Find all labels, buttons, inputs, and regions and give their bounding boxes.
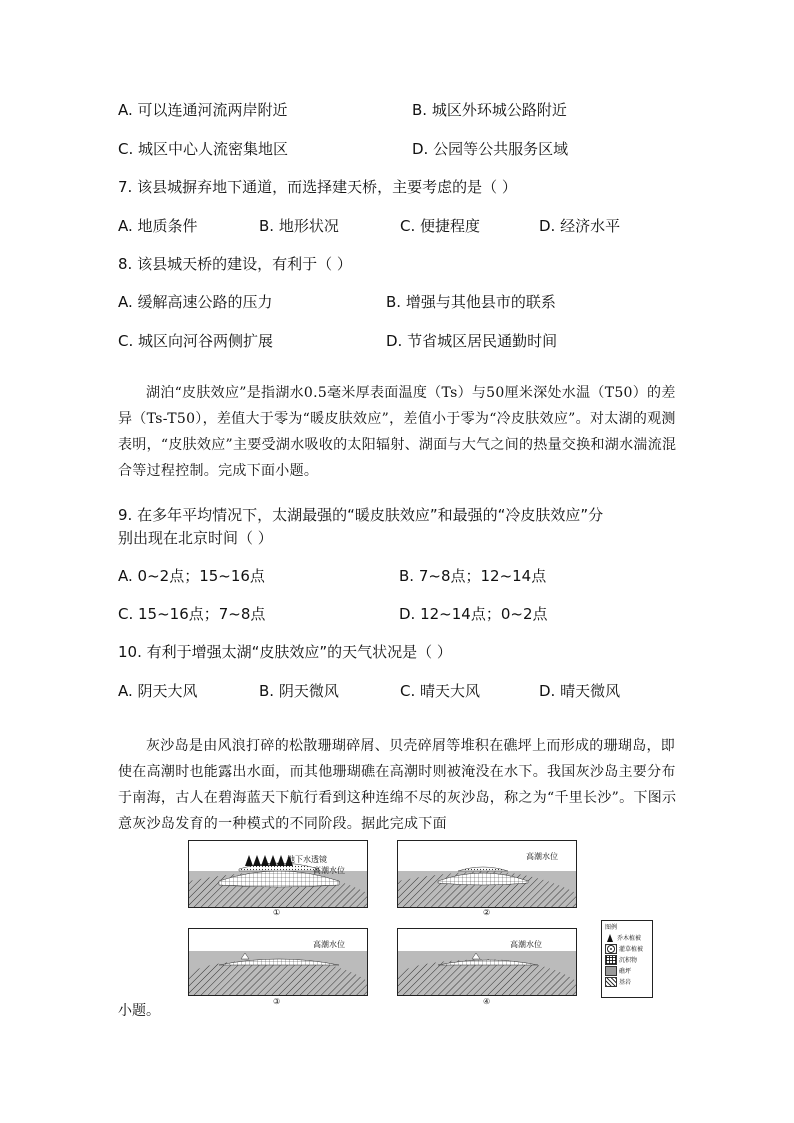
q7-option-c: C. 便捷程度 — [400, 217, 481, 235]
figure-panel-2 — [397, 840, 577, 908]
legend-item-sediment — [602, 954, 652, 965]
q9-option-a: A. 0~2点；15~16点 — [118, 567, 265, 585]
panel-3-label-tide: 高潮水位 — [313, 940, 345, 949]
q8-option-b: B. 增强与其他县市的联系 — [386, 293, 556, 311]
legend-label: 灌草植被 — [619, 946, 644, 953]
tree-icon — [605, 934, 615, 942]
figure-legend — [601, 920, 653, 998]
q8-option-a: A. 缓解高速公路的压力 — [118, 293, 273, 311]
q7-option-b: B. 地形状况 — [259, 217, 339, 235]
q8-stem: 8. 该县城天桥的建设，有利于（ ） — [118, 255, 352, 273]
legend-title: 图例 — [605, 924, 618, 931]
q6-option-c: C. 城区中心人流密集地区 — [118, 140, 289, 158]
q9-option-d: D. 12~14点；0~2点 — [399, 605, 548, 623]
reef-flat-swatch — [605, 966, 617, 976]
legend-label: 基岩 — [619, 979, 632, 986]
q10-option-b: B. 阴天微风 — [259, 682, 339, 700]
passage-coral-island — [118, 733, 678, 837]
panel-4-label-tide: 高潮水位 — [510, 940, 542, 949]
q6-option-d: D. 公园等公共服务区域 — [412, 140, 569, 158]
panel-1-caption: ① — [273, 908, 281, 917]
passage-skin-effect-text: 湖泊“皮肤效应”是指湖水0.5毫米厚表面温度（Ts）与50厘米深处水温（T50）的差异（Ts-T50），差值大于零为“暖皮肤效应”，差值小于零为“冷皮肤效应”。对太湖的观测表明，“皮肤效应”主要受湖水吸收的太阳辐射、湖面与大气之间的热量交换和湖水湍流混合等过程控制。完成下面小题。 — [118, 385, 677, 479]
q9-option-b: B. 7~8点；12~14点 — [399, 567, 547, 585]
legend-label: 乔木植被 — [617, 935, 642, 942]
legend-item-bedrock — [602, 976, 652, 987]
shrub-pattern-icon — [605, 944, 617, 954]
q10-option-d: D. 晴天微风 — [539, 682, 621, 700]
q9-stem-line1: 9. 在多年平均情况下，太湖最强的“暖皮肤效应”和最强的“冷皮肤效应”分 — [118, 506, 604, 524]
panel-1-label-lens: 地下水透镜 — [287, 855, 327, 864]
panel-2-label-tide: 高潮水位 — [526, 852, 558, 861]
q8-option-c: C. 城区向河谷两侧扩展 — [118, 332, 274, 350]
bedrock-hatch-swatch — [605, 977, 617, 987]
q10-option-c: C. 晴天大风 — [400, 682, 481, 700]
q9-stem-line2: 别出现在北京时间（ ） — [118, 529, 273, 547]
q9-option-c: C. 15~16点；7~8点 — [118, 605, 266, 623]
panel-4-diagram — [398, 929, 576, 995]
passage-coral-island-end: 小题。 — [118, 1003, 160, 1019]
legend-item-trees — [602, 932, 652, 943]
passage-coral-island-text: 灰沙岛是由风浪打碎的松散珊瑚碎屑、贝壳碎屑等堆积在礁坪上而形成的珊瑚岛，即使在高潮时也能露出水面，而其他珊瑚礁在高潮时则被淹没在水下。我国灰沙岛主要分布于南海，古人在碧海蓝天下航行看到这种连绵不尽的灰沙岛，称之为“千里长沙”。下图示意灰沙岛发育的一种模式的不同阶段。据此完成下面 — [118, 738, 677, 832]
legend-item-shrubs — [602, 943, 652, 954]
q8-option-d: D. 节省城区居民通勤时间 — [386, 332, 558, 350]
legend-label: 礁坪 — [619, 968, 632, 975]
panel-1-label-tide: 高潮水位 — [313, 866, 345, 875]
figure-panel-3 — [188, 928, 368, 996]
panel-4-caption: ④ — [483, 997, 491, 1006]
sediment-pattern-icon — [605, 955, 617, 965]
panel-3-caption: ③ — [273, 997, 281, 1006]
legend-item-reef-flat — [602, 965, 652, 976]
q6-option-b: B. 城区外环城公路附近 — [412, 101, 567, 119]
q7-option-d: D. 经济水平 — [539, 217, 621, 235]
q10-option-a: A. 阴天大风 — [118, 682, 198, 700]
q7-option-a: A. 地质条件 — [118, 217, 198, 235]
passage-skin-effect — [118, 380, 678, 484]
figure-panel-4 — [397, 928, 577, 996]
panel-2-caption: ② — [483, 908, 491, 917]
q7-stem: 7. 该县城摒弃地下通道，而选择建天桥，主要考虑的是（ ） — [118, 178, 517, 196]
figure-panel-1 — [188, 840, 368, 908]
legend-label: 沉积物 — [619, 957, 638, 964]
q10-stem: 10. 有利于增强太湖“皮肤效应”的天气状况是（ ） — [118, 643, 452, 661]
q6-option-a: A. 可以连通河流两岸附近 — [118, 101, 288, 119]
